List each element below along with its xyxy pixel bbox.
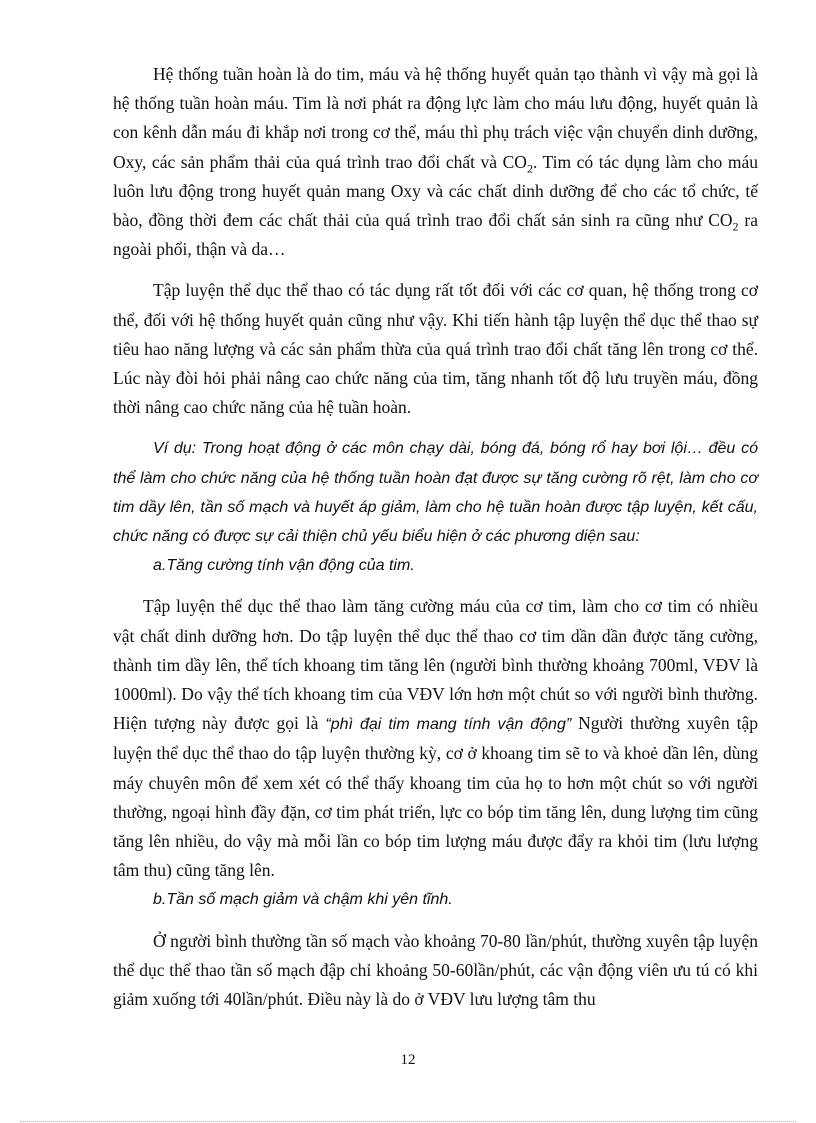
paragraph-circulatory-system	[113, 60, 758, 264]
heading-section-a: a.Tăng cường tính vận động của tim.	[153, 557, 415, 575]
paragraph-text: . Tim có tác dụng làm cho máu luôn lưu động trong huyết quản mang Oxy và các chất dinh dưỡng để cho các tổ chức, tế bào, đồng thời đem các chất thải của quá trình trao đổi chất sản sinh ra cũng như CO	[113, 151, 758, 231]
document-page	[113, 60, 758, 1014]
subscript: 2	[732, 219, 739, 234]
page-footer-divider	[20, 1121, 796, 1122]
paragraph-text: Hệ thống tuần hoàn là do tim, máu và hệ thống huyết quản tạo thành vì vậy mà gọi là hệ thống tuần hoàn máu. Tim là nơi phát ra động lực làm cho máu lưu động, huyết quản là con kênh dẫn máu đi khắp nơi trong cơ thể, máu thì phụ trách việc vận chuyển dinh dưỡng, Oxy, các sản phẩm thải của quá trình trao đổi chất và CO	[113, 64, 758, 172]
paragraph-text: ra ngoài phổi, thận và da…	[113, 210, 758, 260]
italic-quote: “phì đại tim mang tính vận động”	[325, 716, 572, 734]
paragraph-pulse-rate: Ở người bình thường tần số mạch vào khoảng 70-80 lần/phút, thường xuyên tập luyện thể dục thể thao tần số mạch đập chỉ khoảng 50-60lần/phút, các vận động viên ưu tú có khi giảm xuống tới 40lần/phút. Điều này là do ở VĐV lưu lượng tâm thu	[113, 930, 758, 1010]
subscript: 2	[526, 161, 533, 176]
paragraph-example: Ví dụ: Trong hoạt động ở các môn chạy dài, bóng đá, bóng rổ hay bơi lội… đều có thể làm cho chức năng của hệ thống tuần hoàn đạt được sự tăng cường rõ rệt, làm cho cơ tim dầy lên, tần số mạch và huyết áp giảm, làm cho hệ tuần hoàn được tập luyện, kết cấu, chức năng có được sự cải thiện chủ yếu biểu hiện ở các phương diện sau:	[113, 440, 758, 546]
paragraph-heart-mobility	[113, 592, 758, 885]
heading-section-b: b.Tần số mạch giảm và chậm khi yên tĩnh.	[153, 891, 453, 909]
paragraph-text: Người thường xuyên tập luyện thể dục thể thao do tập luyện thường kỳ, cơ ở khoang tim sẽ to và khoẻ dần lên, dùng máy chuyên môn để xem xét có thể thấy khoang tim của họ to hơn một chút so với người thường, ngoại hình đầy đặn, cơ tim phát triển, lực co bóp tim tăng lên, dung lượng tim cũng tăng lên nhiều, do vậy mà mỗi lần co bóp tim lượng máu được đẩy ra khỏi tim (lưu lượng tâm thu) cũng tăng lên.	[113, 713, 758, 881]
paragraph-text: Tập luyện thể dục thể thao làm tăng cường máu của cơ tim, làm cho cơ tim có nhiều vật chất dinh dưỡng hơn. Do tập luyện thể dục thể thao cơ tim dần dần được tăng cường, thành tim dầy lên, thể tích khoang tim tăng lên (người bình thường khoảng 700ml, VĐV là 1000ml). Do vậy thể tích khoang tim của VĐV lớn hơn một chút so với người bình thường. Hiện tượng này được gọi là	[113, 596, 758, 734]
page-number: 12	[400, 1052, 416, 1068]
paragraph-training-effects: Tập luyện thể dục thể thao có tác dụng rất tốt đối với các cơ quan, hệ thống trong cơ thể, đối với hệ thống huyết quản cũng như vậy. Khi tiến hành tập luyện thể dục thể thao sự tiêu hao năng lượng và các sản phẩm thừa của quá trình trao đổi chất tăng lên trong cơ thể. Lúc này đòi hỏi phải nâng cao chức năng của tim, tăng nhanh tốt độ lưu truyền máu, đồng thời nâng cao chức năng của hệ tuần hoàn.	[113, 280, 758, 418]
